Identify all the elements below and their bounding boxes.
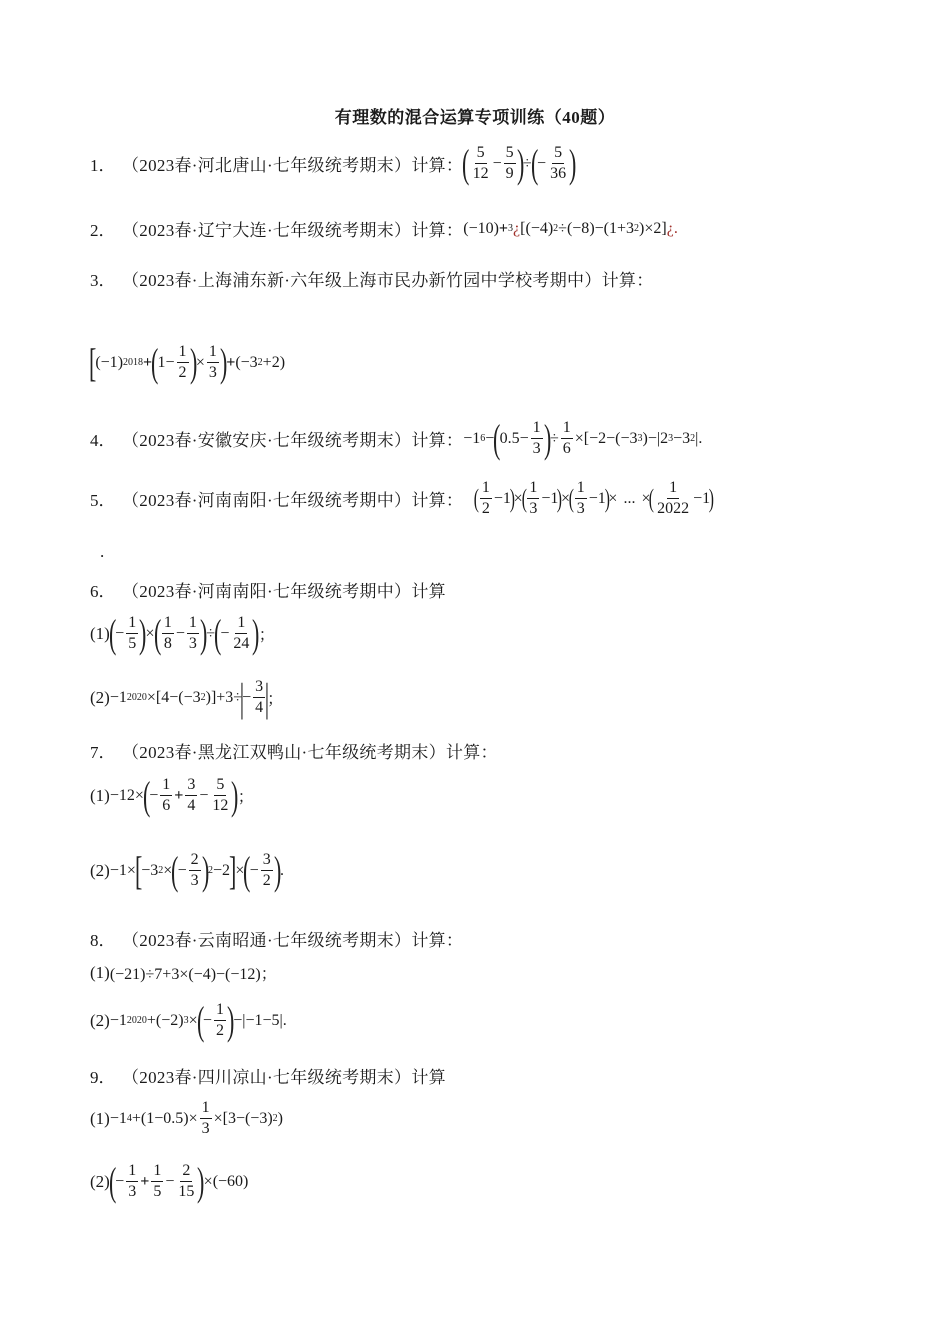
math-expression: −1 2020 ×[ 4− ( −3 2 )] +3÷ | − $\frac{3}{4}$ | ；: [109, 674, 284, 720]
problem-8-part-1: [90, 961, 277, 984]
problem-number: 9．: [90, 1068, 116, 1087]
problem-5-tail: .: [100, 542, 105, 561]
problem-source: （2023春·黑龙江双鸭山·七年级统考期末）计算：: [122, 743, 498, 762]
problem-source: （2023春·辽宁大连·七年级统考期末）计算：: [122, 221, 464, 240]
problem-9-part-2: [90, 1158, 249, 1204]
problem-3: [90, 266, 654, 291]
problem-9: [90, 1063, 446, 1088]
problem-number: 8．: [90, 931, 116, 950]
problem-number: 2．: [90, 221, 116, 240]
part-label: (2): [90, 1171, 110, 1191]
problem-number: 7．: [90, 743, 116, 762]
part-label: (1): [90, 962, 110, 982]
problem-source: （2023春·河北唐山·七年级统考期末）计算：: [122, 156, 464, 175]
math-expression: −1 4 +(1−0.5)× $\frac{1}{3}$ ×[3−(−3) 2 ): [109, 1099, 283, 1137]
problem-6-part-2: [90, 674, 284, 720]
math-expression: ( − $\frac{1}{3}$ + $\frac{1}{5}$ − $\frac{2}{15}$ ) ×(−60): [108, 1158, 249, 1204]
problem-3-expression: [88, 339, 286, 385]
problem-1: [90, 140, 577, 186]
part-label: (1): [90, 785, 110, 805]
problem-8-part-2: [90, 997, 287, 1043]
problem-source: （2023春·安徽安庆·七年级统考期末）计算：: [122, 431, 464, 450]
problem-5: [90, 478, 713, 519]
problem-8: [90, 926, 463, 951]
part-label: (1): [90, 1108, 110, 1128]
math-expression: −1 6 − ( 0.5 − $\frac{1}{3}$ ) ÷ $\frac{1}{6}$ ×[ −2− ( −3 3 ) −| 2 3 − 3 2 |.: [463, 415, 703, 461]
page-title: 有理数的混合运算专项训练（40题）: [334, 108, 616, 127]
problem-source: （2023春·上海浦东新·六年级上海市民办新竹园中学校考期中）计算：: [122, 271, 654, 290]
math-expression: ( − $\frac{1}{5}$ ) × ( $\frac{1}{8}$ − $\frac{1}{3}$ ) ÷ ( − $\frac{1}{24}$ ) ；: [108, 610, 275, 656]
problem-4: [90, 415, 703, 461]
problem-number: 6．: [90, 582, 116, 601]
problem-7-part-2: [90, 847, 285, 893]
math-expression: ( $\frac{5}{12}$ − $\frac{5}{9}$ ) ÷ ( − $\frac{5}{36}$ ): [462, 140, 577, 186]
math-expression: −1 2020 +(−2) 3 × ( − $\frac{1}{2}$ ) −|−1−5|.: [109, 997, 287, 1043]
math-expression: ( $\frac{1}{2}$ −1 ) × ( $\frac{1}{3}$ −1 ) × ( $\frac{1}{3}$ −1 ) × ... × ( $\frac{1}{2022}$ −1 ): [473, 479, 715, 517]
part-label: (2): [90, 687, 110, 707]
problem-source: （2023春·河南南阳·七年级统考期中）计算：: [122, 491, 464, 510]
part-label: (2): [90, 860, 110, 880]
problem-source: （2023春·河南南阳·七年级统考期中）计算: [122, 582, 446, 601]
problem-7: [90, 738, 498, 763]
problem-number: 1．: [90, 156, 116, 175]
math-expression: ( −10 ) + 3 ¿ [( −4 ) 2 ÷ ( −8 ) − ( 1+3 2 ) ×2 ] ¿.: [463, 219, 678, 237]
problem-7-part-1: [90, 772, 254, 818]
problem-6: [90, 577, 446, 602]
problem-number: 5．: [90, 491, 116, 510]
math-expression: (−21)÷7+3×(−4)−(−12)；: [109, 966, 277, 983]
part-label: (2): [90, 1010, 110, 1030]
part-label: (1): [90, 623, 110, 643]
problem-9-part-1: [90, 1098, 283, 1139]
problem-number: 4．: [90, 431, 116, 450]
math-expression: −1× [ −3 2 × ( − $\frac{2}{3}$ ) 2 −2 ] × ( − $\frac{3}{2}$ ) .: [109, 847, 285, 893]
problem-source: （2023春·四川凉山·七年级统考期末）计算: [122, 1068, 446, 1087]
problem-number: 3．: [90, 271, 116, 290]
problem-2: [90, 216, 678, 241]
math-expression: [ ( −1 ) 2018 + ( 1 − $\frac{1}{2}$ ) × $\frac{1}{3}$ ) + ( −3 2 +2 ): [88, 339, 286, 385]
problem-source: （2023春·云南昭通·七年级统考期末）计算：: [122, 931, 464, 950]
math-expression: −12× ( − $\frac{1}{6}$ + $\frac{3}{4}$ − $\frac{5}{12}$ ) ；: [109, 772, 254, 818]
problem-6-part-1: [90, 610, 275, 656]
